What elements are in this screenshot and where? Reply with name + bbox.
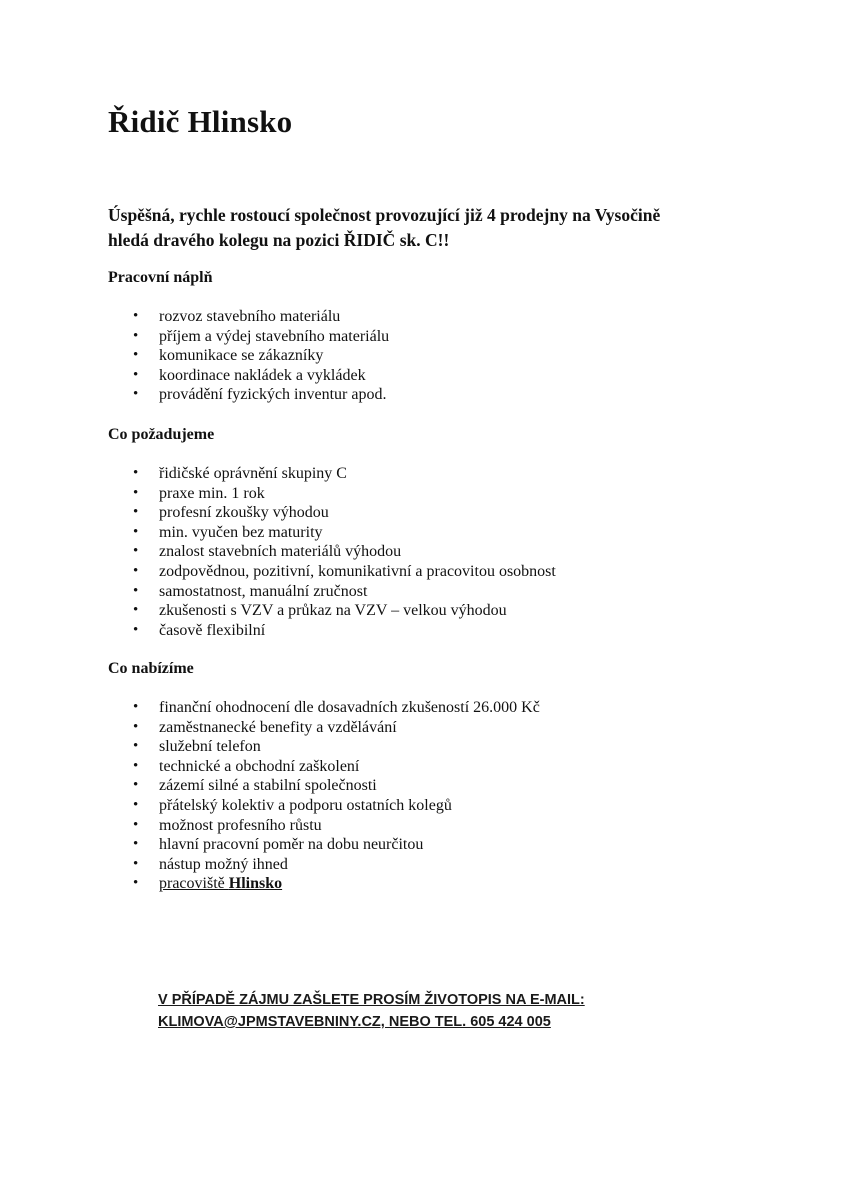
bullet-icon: • — [133, 855, 139, 872]
list-item: • znalost stavebních materiálů výhodou — [133, 543, 402, 561]
list-item: • praxe min. 1 rok — [133, 484, 265, 502]
duties-list — [108, 307, 728, 405]
list-item: • zázemí silné a stabilní společnosti — [133, 777, 377, 795]
bullet-icon: • — [133, 543, 139, 560]
list-item: • služební telefon — [133, 738, 261, 756]
list-item: • nástup možný ihned — [133, 855, 288, 873]
bullet-icon: • — [133, 523, 139, 540]
section-heading-requirements: Co požadujeme — [108, 426, 215, 443]
bullet-icon: • — [133, 816, 139, 833]
list-item: • hlavní pracovní poměr na dobu neurčitou — [133, 836, 424, 854]
list-item: • koordinace nakládek a vykládek — [133, 366, 366, 384]
bullet-icon: • — [133, 504, 139, 521]
list-item: • řidičské oprávnění skupiny C — [133, 465, 347, 482]
intro-line-1: Úspěšná, rychle rostoucí společnost provozující již 4 prodejny na Vysočině — [108, 205, 661, 225]
bullet-icon: • — [133, 327, 139, 344]
bullet-icon: • — [133, 738, 139, 755]
contact-line-1: V PŘÍPADĚ ZÁJMU ZAŠLETE PROSÍM ŽIVOTOPIS NA E-MAIL: — [158, 992, 585, 1008]
offer-list — [108, 698, 728, 894]
bullet-icon: • — [133, 602, 139, 619]
bullet-icon: • — [133, 796, 139, 813]
bullet-icon: • — [133, 308, 139, 324]
bullet-icon: • — [133, 562, 139, 579]
list-item: • profesní zkoušky výhodou — [133, 504, 329, 522]
requirements-list — [108, 464, 728, 640]
list-item: • zkušenosti s VZV a průkaz na VZV – velkou výhodou — [133, 602, 507, 620]
bullet-icon: • — [133, 465, 139, 481]
list-item: • zodpovědnou, pozitivní, komunikativní a pracovitou osobnost — [133, 562, 556, 580]
workplace-location: Hlinsko — [228, 875, 283, 893]
page-title: Řidič Hlinsko — [108, 104, 293, 139]
bullet-icon: • — [133, 582, 139, 599]
bullet-icon: • — [133, 386, 139, 403]
contact-note — [158, 989, 585, 1033]
bullet-icon: • — [133, 777, 139, 794]
intro-line-2: hledá dravého kolegu na pozici ŘIDIČ sk. C!! — [108, 230, 450, 250]
list-item-workplace — [108, 874, 728, 894]
list-item: • finanční ohodnocení dle dosavadních zkušeností 26.000 Kč — [133, 699, 540, 716]
section-heading-duties: Pracovní náplň — [108, 269, 213, 286]
bullet-icon: • — [133, 366, 139, 383]
list-item: • samostatnost, manuální zručnost — [133, 582, 368, 600]
bullet-icon: • — [133, 347, 139, 364]
section-heading-offer: Co nabízíme — [108, 660, 194, 677]
list-item: • komunikace se zákazníky — [133, 347, 324, 365]
list-item: • příjem a výdej stavebního materiálu — [133, 327, 390, 345]
list-item: • rozvoz stavebního materiálu — [133, 308, 341, 325]
bullet-icon: • — [133, 757, 139, 774]
workplace-text: pracoviště Hlinsko — [159, 875, 283, 893]
bullet-icon: • — [133, 621, 139, 638]
bullet-icon: • — [133, 836, 139, 853]
bullet-icon: • — [133, 875, 139, 892]
contact-line-2: KLIMOVA@JPMSTAVEBNINY.CZ, NEBO TEL. 605 424 005 — [158, 1014, 551, 1030]
list-item: • zaměstnanecké benefity a vzdělávání — [133, 718, 397, 736]
list-item: • technické a obchodní zaškolení — [133, 757, 360, 775]
list-item: • přátelský kolektiv a podporu ostatních kolegů — [133, 796, 452, 814]
list-item: • provádění fyzických inventur apod. — [133, 386, 387, 404]
list-item: • časově flexibilní — [133, 621, 266, 639]
bullet-icon: • — [133, 699, 139, 715]
intro-paragraph — [108, 203, 748, 253]
list-item: • možnost profesního růstu — [133, 816, 322, 834]
bullet-icon: • — [133, 718, 139, 735]
bullet-icon: • — [133, 484, 139, 501]
list-item: • min. vyučen bez maturity — [133, 523, 323, 541]
